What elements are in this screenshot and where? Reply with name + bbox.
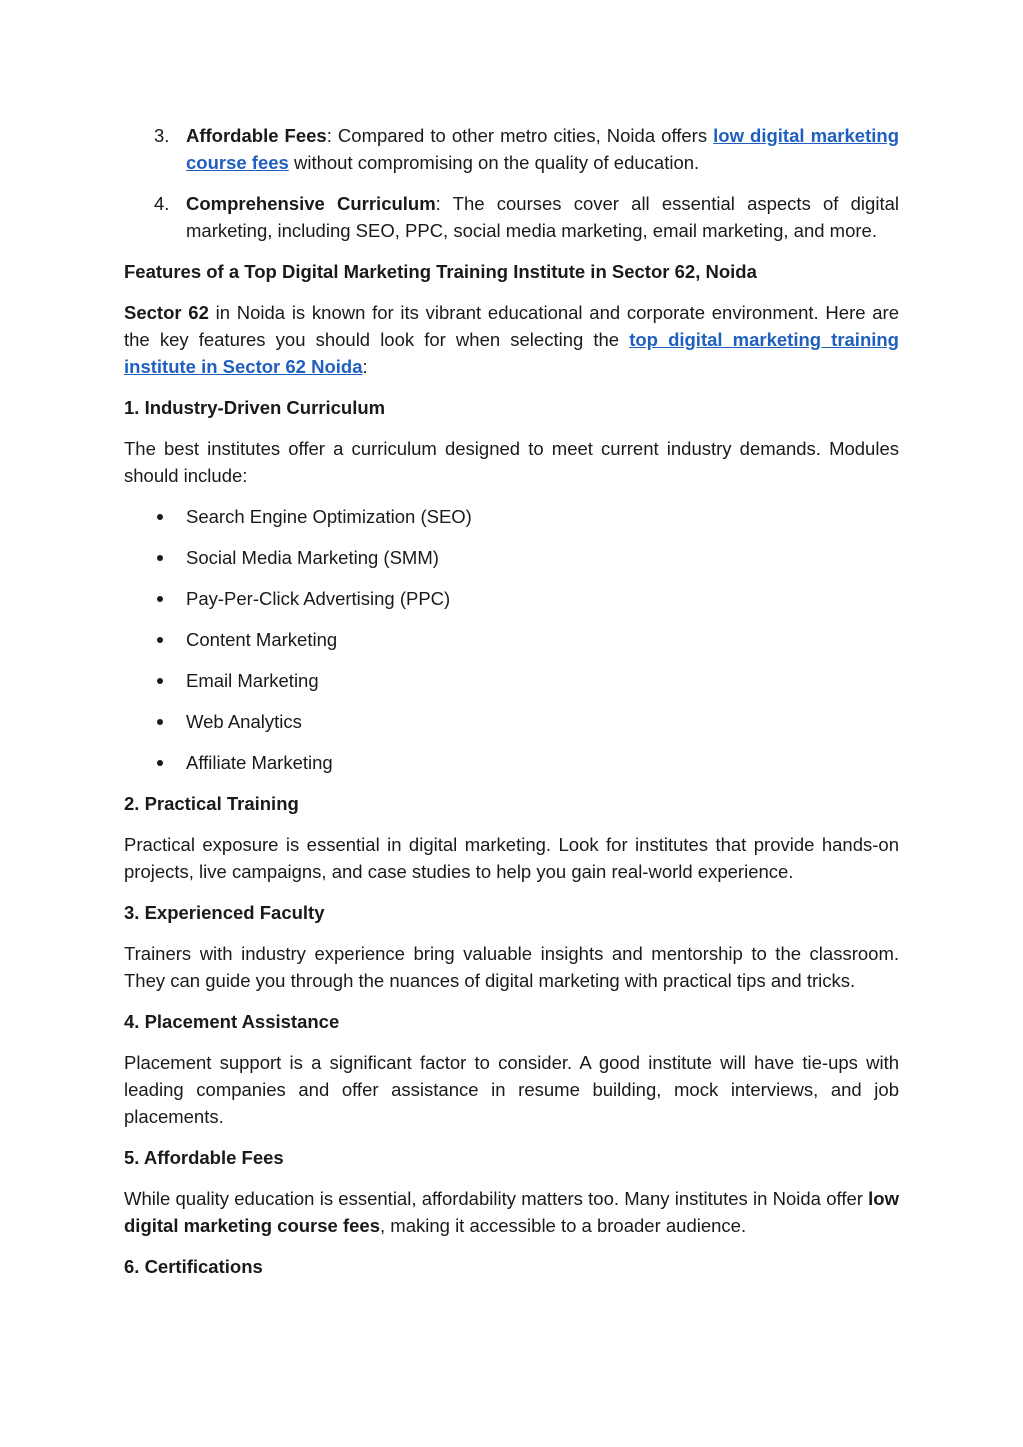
- list-item-text: without compromising on the quality of education.: [288, 152, 700, 173]
- section-body-text: , making it accessible to a broader audience.: [380, 1215, 747, 1236]
- bullet-icon: [157, 719, 163, 725]
- section-heading: 4. Placement Assistance: [124, 1011, 340, 1032]
- intro-text: in Noida is known for its vibrant educational and corporate environment. Here are the key features you should look for when selecting the: [124, 302, 899, 350]
- intro-paragraph: [124, 299, 899, 380]
- section-heading: 6. Certifications: [124, 1256, 263, 1277]
- bullet-icon: [157, 596, 163, 602]
- list-item-title: Affordable Fees: [186, 125, 327, 146]
- section-heading: 5. Affordable Fees: [124, 1147, 284, 1168]
- section-body: Placement support is a significant factor to consider. A good institute will have tie-ups with leading companies and offer assistance in resume building, mock interviews, and job placements.: [124, 1052, 899, 1127]
- module-label: Web Analytics: [186, 711, 302, 732]
- list-number: 3.: [154, 125, 170, 146]
- section-body: [124, 1185, 899, 1239]
- intro-bold: Sector 62: [124, 302, 209, 323]
- list-item: [124, 749, 899, 776]
- list-item-text: : The courses cover all essential aspects of digital marketing, including SEO, PPC, social media marketing, email marketing, and more.: [186, 193, 899, 241]
- module-label: Content Marketing: [186, 629, 338, 650]
- list-item: [124, 667, 899, 694]
- course-fees-link[interactable]: low digital marketing course fees: [186, 125, 899, 173]
- section-body: The best institutes offer a curriculum designed to meet current industry demands. Modules should include:: [124, 438, 899, 486]
- bullet-icon: [157, 678, 163, 684]
- module-label: Affiliate Marketing: [186, 752, 333, 773]
- bullet-icon: [157, 637, 163, 643]
- section-heading: 2. Practical Training: [124, 793, 299, 814]
- institute-link[interactable]: top digital marketing training institute in Sector 62 Noida: [124, 329, 899, 377]
- list-item: [124, 503, 899, 530]
- list-item-affordable-fees: [124, 122, 899, 176]
- features-heading: Features of a Top Digital Marketing Training Institute in Sector 62, Noida: [124, 261, 757, 282]
- list-item: [124, 708, 899, 735]
- list-number: 4.: [154, 193, 170, 214]
- modules-list: [124, 503, 899, 776]
- module-label: Search Engine Optimization (SEO): [186, 506, 472, 527]
- section-heading: 3. Experienced Faculty: [124, 902, 325, 923]
- section-body: Trainers with industry experience bring valuable insights and mentorship to the classroom. They can guide you through the nuances of digital marketing with practical tips and tricks.: [124, 943, 899, 991]
- document-page: [124, 122, 899, 1294]
- bullet-icon: [157, 760, 163, 766]
- list-item-text: : Compared to other metro cities, Noida offers: [326, 125, 714, 146]
- list-item-comprehensive-curriculum: [124, 190, 899, 244]
- module-label: Email Marketing: [186, 670, 319, 691]
- section-heading: 1. Industry-Driven Curriculum: [124, 397, 386, 418]
- module-label: Social Media Marketing (SMM): [186, 547, 439, 568]
- module-label: Pay-Per-Click Advertising (PPC): [186, 588, 451, 609]
- list-item: [124, 585, 899, 612]
- list-item-title: Comprehensive Curriculum: [186, 193, 436, 214]
- list-item: [124, 544, 899, 571]
- intro-end: :: [362, 356, 368, 377]
- bullet-icon: [157, 514, 163, 520]
- section-body-text: While quality education is essential, affordability matters too. Many institutes in Noida offer: [124, 1188, 869, 1209]
- bullet-icon: [157, 555, 163, 561]
- section-body: Practical exposure is essential in digital marketing. Look for institutes that provide hands-on projects, live campaigns, and case studies to help you gain real-world experience.: [124, 834, 899, 882]
- list-item: [124, 626, 899, 653]
- section-body-bold: low digital marketing course fees: [124, 1188, 899, 1236]
